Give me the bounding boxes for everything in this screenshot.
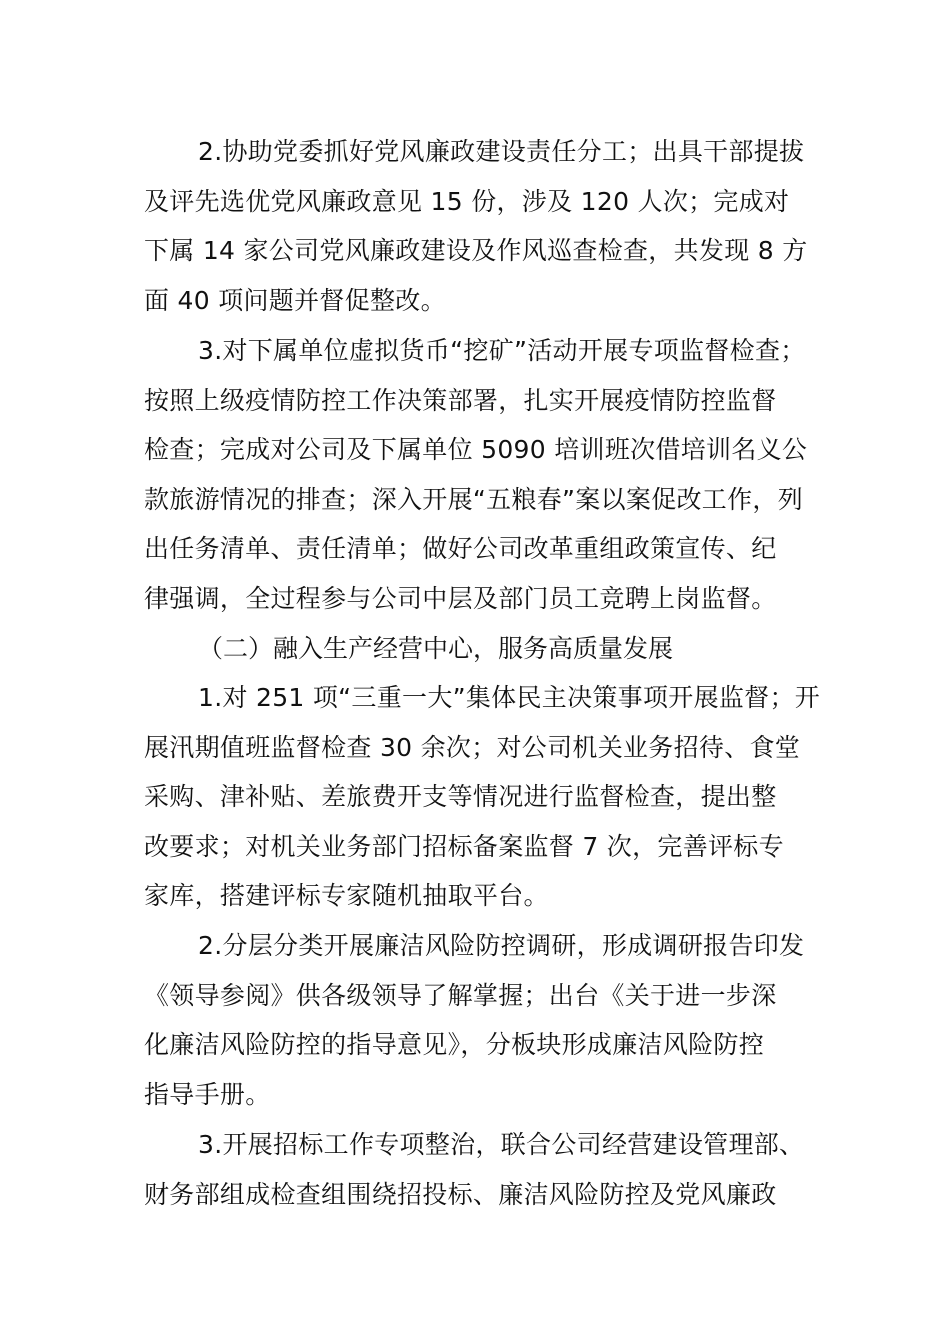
text-line: 展汛期值班监督检查 30 余次；对公司机关业务招待、食堂 <box>144 732 801 762</box>
text-line: 下属 14 家公司党风廉政建设及作风巡查检查，共发现 8 方 <box>144 236 808 266</box>
paragraph-item-5 <box>144 921 814 1119</box>
text-line: 出任务清单、责任清单；做好公司改革重组政策宣传、纪 <box>144 534 777 564</box>
paragraph-item-3 <box>144 326 814 624</box>
text-line: 3.开展招标工作专项整治，联合公司经营建设管理部、 <box>198 1130 805 1159</box>
text-line: 指导手册。 <box>144 1079 271 1109</box>
text-line: 家库，搭建评标专家随机抽取平台。 <box>144 881 549 911</box>
text-line: 律强调，全过程参与公司中层及部门员工竞聘上岗监督。 <box>144 583 777 613</box>
text-line: 化廉洁风险防控的指导意见》，分板块形成廉洁风险防控 <box>144 1030 765 1060</box>
text-line: 按照上级疫情防控工作决策部署，扎实开展疫情防控监督 <box>144 385 777 415</box>
text-line: 面 40 项问题并督促整改。 <box>144 285 446 315</box>
text-line: 财务部组成检查组围绕招投标、廉洁风险防控及党风廉政 <box>144 1179 777 1209</box>
text-line: 采购、津补贴、差旅费开支等情况进行监督检查，提出整 <box>144 782 777 812</box>
text-line: 3.对下属单位虚拟货币“挖矿”活动开展专项监督检查； <box>198 336 806 365</box>
text-line: 2.协助党委抓好党风廉政建设责任分工；出具干部提拔 <box>198 137 805 166</box>
text-line: 检查；完成对公司及下属单位 5090 培训班次借培训名义公 <box>144 435 808 465</box>
text-line: 2.分层分类开展廉洁风险防控调研，形成调研报告印发 <box>198 931 805 960</box>
text-line: 及评先选优党风廉政意见 15 份，涉及 120 人次；完成对 <box>144 186 790 216</box>
paragraph-item-2 <box>144 127 814 325</box>
text-line: 款旅游情况的排查；深入开展“五粮春”案以案促改工作，列 <box>144 484 804 514</box>
paragraph-item-6 <box>144 1120 814 1219</box>
text-line: 1.对 251 项“三重一大”集体民主决策事项开展监督；开 <box>198 683 821 712</box>
paragraph-item-4 <box>144 673 821 921</box>
text-line: 改要求；对机关业务部门招标备案监督 7 次，完善评标专 <box>144 831 784 861</box>
section-heading-text: （二）融入生产经营中心，服务高质量发展 <box>198 634 674 663</box>
section-heading <box>198 624 673 674</box>
text-line: 《领导参阅》供各级领导了解掌握；出台《关于进一步深 <box>144 980 777 1010</box>
